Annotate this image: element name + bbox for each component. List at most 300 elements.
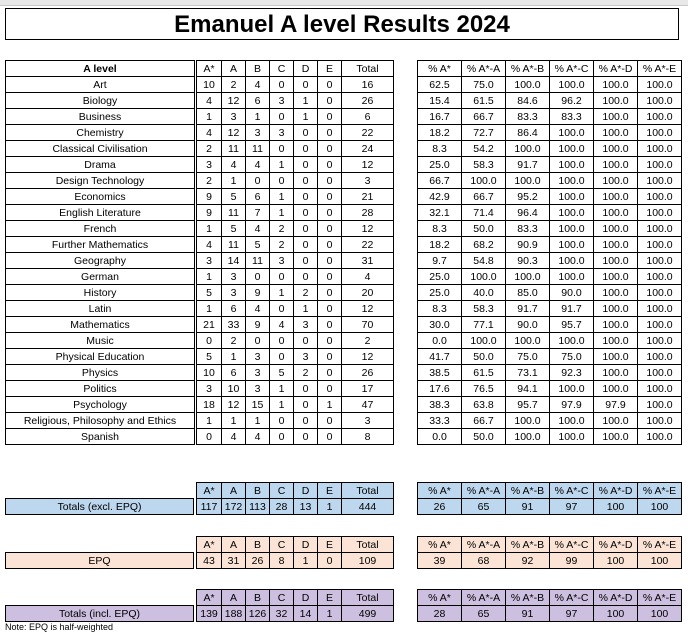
grade-count-cell[interactable]: 1 bbox=[197, 109, 222, 125]
grade-count-cell[interactable]: 0 bbox=[318, 301, 342, 317]
grade-count-cell[interactable]: 0 bbox=[294, 333, 318, 349]
percentage-cell[interactable]: 100.0 bbox=[594, 301, 638, 317]
pct-header-3[interactable]: % A*-C bbox=[550, 61, 594, 77]
subject-name-cell[interactable]: Further Mathematics bbox=[6, 237, 195, 253]
percentage-cell[interactable]: 0.0 bbox=[418, 333, 462, 349]
percentage-cell[interactable]: 75.0 bbox=[506, 349, 550, 365]
percentage-cell[interactable]: 30.0 bbox=[418, 317, 462, 333]
grade-count-cell[interactable]: 0 bbox=[270, 77, 294, 93]
summary-grade-header-0[interactable]: A* bbox=[197, 590, 222, 606]
grade-count-cell[interactable]: 18 bbox=[197, 397, 222, 413]
percentage-cell[interactable]: 92.3 bbox=[550, 365, 594, 381]
grade-count-cell[interactable]: 1 bbox=[294, 93, 318, 109]
summary-grade-header-2[interactable]: B bbox=[246, 537, 270, 553]
grade-count-cell[interactable]: 3 bbox=[294, 317, 318, 333]
grade-count-cell[interactable]: 3 bbox=[294, 349, 318, 365]
summary-label-cell[interactable]: Totals (excl. EPQ) bbox=[6, 499, 194, 515]
grade-count-cell[interactable]: 0 bbox=[197, 333, 222, 349]
grade-count-cell[interactable]: 26 bbox=[342, 93, 394, 109]
summary-label-cell[interactable]: Totals (incl. EPQ) bbox=[6, 606, 194, 622]
subject-name-cell[interactable]: German bbox=[6, 269, 195, 285]
grade-count-cell[interactable]: 1 bbox=[222, 413, 246, 429]
grade-count-cell[interactable]: 12 bbox=[222, 397, 246, 413]
percentage-cell[interactable]: 100.0 bbox=[550, 269, 594, 285]
percentage-cell[interactable]: 100.0 bbox=[638, 237, 682, 253]
grade-count-cell[interactable]: 24 bbox=[342, 141, 394, 157]
percentage-cell[interactable]: 100.0 bbox=[638, 285, 682, 301]
subjects-header[interactable]: A level bbox=[6, 61, 195, 77]
subject-name-cell[interactable]: Design Technology bbox=[6, 173, 195, 189]
grade-count-cell[interactable]: 0 bbox=[294, 141, 318, 157]
grade-count-cell[interactable]: 0 bbox=[318, 333, 342, 349]
percentage-cell[interactable]: 100.0 bbox=[506, 269, 550, 285]
grade-count-cell[interactable]: 2 bbox=[270, 221, 294, 237]
grade-header-6[interactable]: Total bbox=[342, 61, 394, 77]
subject-name-cell[interactable]: Spanish bbox=[6, 429, 195, 445]
percentage-cell[interactable]: 100.0 bbox=[638, 317, 682, 333]
subject-name-cell[interactable]: Music bbox=[6, 333, 195, 349]
grade-header-5[interactable]: E bbox=[318, 61, 342, 77]
grade-header-2[interactable]: B bbox=[246, 61, 270, 77]
percentage-cell[interactable]: 75.0 bbox=[550, 349, 594, 365]
grade-count-cell[interactable]: 1 bbox=[294, 301, 318, 317]
summary-grade-header-5[interactable]: E bbox=[318, 483, 342, 499]
percentage-cell[interactable]: 100.0 bbox=[550, 173, 594, 189]
percentage-cell[interactable]: 54.2 bbox=[462, 141, 506, 157]
grade-count-cell[interactable]: 21 bbox=[342, 189, 394, 205]
percentage-cell[interactable]: 100.0 bbox=[638, 301, 682, 317]
percentage-cell[interactable]: 62.5 bbox=[418, 77, 462, 93]
percentage-cell[interactable]: 100.0 bbox=[638, 109, 682, 125]
grade-count-cell[interactable]: 7 bbox=[246, 205, 270, 221]
percentage-cell[interactable]: 100.0 bbox=[594, 221, 638, 237]
percentage-cell[interactable]: 91.7 bbox=[550, 301, 594, 317]
summary-grade-header-3[interactable]: C bbox=[270, 483, 294, 499]
grade-count-cell[interactable]: 4 bbox=[246, 301, 270, 317]
summary-pct-header-3[interactable]: % A*-C bbox=[550, 483, 594, 499]
grade-count-cell[interactable]: 22 bbox=[342, 125, 394, 141]
summary-grade-cell[interactable]: 1 bbox=[318, 606, 342, 622]
grade-count-cell[interactable]: 5 bbox=[222, 189, 246, 205]
grade-count-cell[interactable]: 12 bbox=[222, 93, 246, 109]
summary-pct-cell[interactable]: 91 bbox=[506, 499, 550, 515]
grade-count-cell[interactable]: 0 bbox=[318, 285, 342, 301]
summary-pct-cell[interactable]: 100 bbox=[594, 553, 638, 569]
percentage-cell[interactable]: 61.5 bbox=[462, 365, 506, 381]
percentage-cell[interactable]: 41.7 bbox=[418, 349, 462, 365]
grade-count-cell[interactable]: 1 bbox=[294, 109, 318, 125]
summary-grade-header-2[interactable]: B bbox=[246, 590, 270, 606]
grade-count-cell[interactable]: 1 bbox=[270, 381, 294, 397]
grade-count-cell[interactable]: 0 bbox=[270, 349, 294, 365]
grade-count-cell[interactable]: 0 bbox=[294, 253, 318, 269]
summary-pct-cell[interactable]: 97 bbox=[550, 606, 594, 622]
grade-count-cell[interactable]: 2 bbox=[342, 333, 394, 349]
percentage-cell[interactable]: 100.0 bbox=[638, 397, 682, 413]
summary-grade-cell[interactable]: 1 bbox=[294, 553, 318, 569]
grade-count-cell[interactable]: 3 bbox=[246, 349, 270, 365]
percentage-cell[interactable]: 96.4 bbox=[506, 205, 550, 221]
percentage-cell[interactable]: 18.2 bbox=[418, 125, 462, 141]
summary-grade-cell[interactable]: 444 bbox=[342, 499, 394, 515]
summary-pct-cell[interactable]: 100 bbox=[638, 499, 682, 515]
percentage-cell[interactable]: 97.9 bbox=[594, 397, 638, 413]
grade-count-cell[interactable]: 1 bbox=[318, 397, 342, 413]
percentage-cell[interactable]: 83.3 bbox=[506, 109, 550, 125]
grade-count-cell[interactable]: 0 bbox=[318, 141, 342, 157]
grade-count-cell[interactable]: 10 bbox=[222, 381, 246, 397]
subject-name-cell[interactable]: Economics bbox=[6, 189, 195, 205]
percentage-cell[interactable]: 100.0 bbox=[594, 365, 638, 381]
grade-count-cell[interactable]: 5 bbox=[246, 237, 270, 253]
summary-pct-cell[interactable]: 100 bbox=[638, 553, 682, 569]
percentage-cell[interactable]: 100.0 bbox=[638, 413, 682, 429]
grade-count-cell[interactable]: 1 bbox=[270, 285, 294, 301]
summary-grade-cell[interactable]: 28 bbox=[270, 499, 294, 515]
summary-pct-header-5[interactable]: % A*-E bbox=[638, 590, 682, 606]
grade-count-cell[interactable]: 0 bbox=[270, 413, 294, 429]
subject-name-cell[interactable]: Geography bbox=[6, 253, 195, 269]
grade-count-cell[interactable]: 3 bbox=[222, 269, 246, 285]
subject-name-cell[interactable]: Psychology bbox=[6, 397, 195, 413]
percentage-cell[interactable]: 25.0 bbox=[418, 285, 462, 301]
grade-count-cell[interactable]: 11 bbox=[222, 141, 246, 157]
summary-grade-cell[interactable]: 26 bbox=[246, 553, 270, 569]
grade-count-cell[interactable]: 0 bbox=[318, 173, 342, 189]
summary-grade-header-5[interactable]: E bbox=[318, 537, 342, 553]
percentage-cell[interactable]: 100.0 bbox=[550, 333, 594, 349]
grade-count-cell[interactable]: 4 bbox=[270, 317, 294, 333]
summary-pct-header-1[interactable]: % A*-A bbox=[462, 483, 506, 499]
grade-count-cell[interactable]: 6 bbox=[222, 365, 246, 381]
grade-count-cell[interactable]: 11 bbox=[222, 237, 246, 253]
percentage-cell[interactable]: 100.0 bbox=[594, 141, 638, 157]
percentage-cell[interactable]: 77.1 bbox=[462, 317, 506, 333]
percentage-cell[interactable]: 100.0 bbox=[638, 365, 682, 381]
percentage-cell[interactable]: 100.0 bbox=[638, 157, 682, 173]
percentage-cell[interactable]: 18.2 bbox=[418, 237, 462, 253]
grade-count-cell[interactable]: 0 bbox=[246, 173, 270, 189]
percentage-cell[interactable]: 100.0 bbox=[462, 333, 506, 349]
subject-name-cell[interactable]: English Literature bbox=[6, 205, 195, 221]
grade-count-cell[interactable]: 6 bbox=[222, 301, 246, 317]
grade-count-cell[interactable]: 0 bbox=[318, 93, 342, 109]
summary-grade-cell[interactable]: 32 bbox=[270, 606, 294, 622]
grade-count-cell[interactable]: 14 bbox=[222, 253, 246, 269]
grade-count-cell[interactable]: 3 bbox=[197, 157, 222, 173]
summary-pct-cell[interactable]: 39 bbox=[418, 553, 462, 569]
pct-header-2[interactable]: % A*-B bbox=[506, 61, 550, 77]
summary-label-cell[interactable]: EPQ bbox=[6, 553, 194, 569]
grade-count-cell[interactable]: 2 bbox=[294, 285, 318, 301]
grade-count-cell[interactable]: 9 bbox=[197, 205, 222, 221]
percentage-cell[interactable]: 100.0 bbox=[506, 77, 550, 93]
grade-count-cell[interactable]: 0 bbox=[318, 429, 342, 445]
summary-pct-cell[interactable]: 65 bbox=[462, 499, 506, 515]
percentage-cell[interactable]: 75.0 bbox=[462, 77, 506, 93]
summary-pct-header-4[interactable]: % A*-D bbox=[594, 483, 638, 499]
grade-count-cell[interactable]: 0 bbox=[294, 189, 318, 205]
summary-grade-cell[interactable]: 139 bbox=[197, 606, 222, 622]
grade-count-cell[interactable]: 12 bbox=[342, 349, 394, 365]
grade-count-cell[interactable]: 6 bbox=[342, 109, 394, 125]
summary-grade-header-0[interactable]: A* bbox=[197, 483, 222, 499]
percentage-cell[interactable]: 100.0 bbox=[638, 125, 682, 141]
grade-count-cell[interactable]: 0 bbox=[270, 269, 294, 285]
grade-count-cell[interactable]: 0 bbox=[246, 333, 270, 349]
percentage-cell[interactable]: 100.0 bbox=[594, 109, 638, 125]
percentage-cell[interactable]: 95.2 bbox=[506, 189, 550, 205]
summary-pct-cell[interactable]: 28 bbox=[418, 606, 462, 622]
grade-count-cell[interactable]: 0 bbox=[294, 397, 318, 413]
summary-grade-header-3[interactable]: C bbox=[270, 537, 294, 553]
percentage-cell[interactable]: 100.0 bbox=[638, 381, 682, 397]
grade-count-cell[interactable]: 3 bbox=[270, 93, 294, 109]
percentage-cell[interactable]: 9.7 bbox=[418, 253, 462, 269]
percentage-cell[interactable]: 63.8 bbox=[462, 397, 506, 413]
percentage-cell[interactable]: 100.0 bbox=[550, 205, 594, 221]
percentage-cell[interactable]: 8.3 bbox=[418, 301, 462, 317]
grade-count-cell[interactable]: 12 bbox=[342, 157, 394, 173]
percentage-cell[interactable]: 76.5 bbox=[462, 381, 506, 397]
percentage-cell[interactable]: 100.0 bbox=[594, 413, 638, 429]
grade-count-cell[interactable]: 10 bbox=[197, 77, 222, 93]
grade-count-cell[interactable]: 0 bbox=[318, 317, 342, 333]
percentage-cell[interactable]: 100.0 bbox=[506, 413, 550, 429]
grade-count-cell[interactable]: 4 bbox=[246, 221, 270, 237]
summary-pct-header-0[interactable]: % A* bbox=[418, 590, 462, 606]
summary-grade-header-1[interactable]: A bbox=[222, 483, 246, 499]
grade-count-cell[interactable]: 0 bbox=[318, 157, 342, 173]
grade-header-0[interactable]: A* bbox=[197, 61, 222, 77]
percentage-cell[interactable]: 100.0 bbox=[550, 253, 594, 269]
percentage-cell[interactable]: 100.0 bbox=[638, 141, 682, 157]
grade-header-3[interactable]: C bbox=[270, 61, 294, 77]
summary-grade-header-2[interactable]: B bbox=[246, 483, 270, 499]
grade-count-cell[interactable]: 0 bbox=[318, 125, 342, 141]
percentage-cell[interactable]: 68.2 bbox=[462, 237, 506, 253]
grade-count-cell[interactable]: 1 bbox=[197, 413, 222, 429]
summary-grade-header-3[interactable]: C bbox=[270, 590, 294, 606]
grade-count-cell[interactable]: 9 bbox=[246, 285, 270, 301]
percentage-cell[interactable]: 100.0 bbox=[638, 221, 682, 237]
summary-pct-header-4[interactable]: % A*-D bbox=[594, 590, 638, 606]
grade-header-1[interactable]: A bbox=[222, 61, 246, 77]
summary-grade-cell[interactable]: 109 bbox=[342, 553, 394, 569]
grade-count-cell[interactable]: 0 bbox=[318, 77, 342, 93]
grade-count-cell[interactable]: 21 bbox=[197, 317, 222, 333]
percentage-cell[interactable]: 42.9 bbox=[418, 189, 462, 205]
summary-grade-header-5[interactable]: E bbox=[318, 590, 342, 606]
percentage-cell[interactable]: 16.7 bbox=[418, 109, 462, 125]
percentage-cell[interactable]: 100.0 bbox=[638, 205, 682, 221]
grade-count-cell[interactable]: 0 bbox=[270, 333, 294, 349]
percentage-cell[interactable]: 100.0 bbox=[594, 125, 638, 141]
percentage-cell[interactable]: 32.1 bbox=[418, 205, 462, 221]
grade-count-cell[interactable]: 0 bbox=[294, 237, 318, 253]
summary-pct-header-0[interactable]: % A* bbox=[418, 483, 462, 499]
summary-grade-cell[interactable]: 117 bbox=[197, 499, 222, 515]
grade-count-cell[interactable]: 11 bbox=[246, 141, 270, 157]
grade-count-cell[interactable]: 3 bbox=[197, 253, 222, 269]
summary-pct-header-2[interactable]: % A*-B bbox=[506, 483, 550, 499]
grade-count-cell[interactable]: 4 bbox=[222, 429, 246, 445]
grade-count-cell[interactable]: 0 bbox=[318, 237, 342, 253]
grade-count-cell[interactable]: 4 bbox=[246, 157, 270, 173]
grade-count-cell[interactable]: 4 bbox=[197, 125, 222, 141]
grade-count-cell[interactable]: 2 bbox=[222, 333, 246, 349]
percentage-cell[interactable]: 90.3 bbox=[506, 253, 550, 269]
summary-pct-header-3[interactable]: % A*-C bbox=[550, 590, 594, 606]
grade-count-cell[interactable]: 10 bbox=[197, 365, 222, 381]
grade-count-cell[interactable]: 0 bbox=[318, 221, 342, 237]
percentage-cell[interactable]: 85.0 bbox=[506, 285, 550, 301]
percentage-cell[interactable]: 100.0 bbox=[594, 173, 638, 189]
summary-grade-header-4[interactable]: D bbox=[294, 483, 318, 499]
percentage-cell[interactable]: 50.0 bbox=[462, 349, 506, 365]
grade-count-cell[interactable]: 22 bbox=[342, 237, 394, 253]
summary-grade-header-6[interactable]: Total bbox=[342, 537, 394, 553]
grade-count-cell[interactable]: 9 bbox=[197, 189, 222, 205]
grade-count-cell[interactable]: 0 bbox=[318, 205, 342, 221]
percentage-cell[interactable]: 100.0 bbox=[594, 205, 638, 221]
grade-count-cell[interactable]: 0 bbox=[294, 221, 318, 237]
subject-name-cell[interactable]: Biology bbox=[6, 93, 195, 109]
percentage-cell[interactable]: 66.7 bbox=[462, 109, 506, 125]
grade-count-cell[interactable]: 0 bbox=[294, 413, 318, 429]
grade-count-cell[interactable]: 1 bbox=[222, 173, 246, 189]
percentage-cell[interactable]: 91.7 bbox=[506, 301, 550, 317]
grade-count-cell[interactable]: 0 bbox=[270, 173, 294, 189]
grade-count-cell[interactable]: 15 bbox=[246, 397, 270, 413]
percentage-cell[interactable]: 94.1 bbox=[506, 381, 550, 397]
grade-count-cell[interactable]: 0 bbox=[270, 301, 294, 317]
grade-count-cell[interactable]: 28 bbox=[342, 205, 394, 221]
percentage-cell[interactable]: 25.0 bbox=[418, 269, 462, 285]
summary-pct-header-2[interactable]: % A*-B bbox=[506, 537, 550, 553]
grade-count-cell[interactable]: 8 bbox=[342, 429, 394, 445]
grade-count-cell[interactable]: 0 bbox=[294, 381, 318, 397]
percentage-cell[interactable]: 100.0 bbox=[550, 237, 594, 253]
grade-count-cell[interactable]: 70 bbox=[342, 317, 394, 333]
percentage-cell[interactable]: 100.0 bbox=[550, 381, 594, 397]
percentage-cell[interactable]: 38.5 bbox=[418, 365, 462, 381]
percentage-cell[interactable]: 33.3 bbox=[418, 413, 462, 429]
percentage-cell[interactable]: 100.0 bbox=[506, 173, 550, 189]
grade-count-cell[interactable]: 3 bbox=[246, 381, 270, 397]
summary-pct-cell[interactable]: 68 bbox=[462, 553, 506, 569]
percentage-cell[interactable]: 91.7 bbox=[506, 157, 550, 173]
grade-count-cell[interactable]: 4 bbox=[246, 429, 270, 445]
percentage-cell[interactable]: 25.0 bbox=[418, 157, 462, 173]
grade-count-cell[interactable]: 0 bbox=[318, 381, 342, 397]
subject-name-cell[interactable]: Mathematics bbox=[6, 317, 195, 333]
subject-name-cell[interactable]: French bbox=[6, 221, 195, 237]
percentage-cell[interactable]: 100.0 bbox=[550, 413, 594, 429]
percentage-cell[interactable]: 66.7 bbox=[462, 189, 506, 205]
percentage-cell[interactable]: 8.3 bbox=[418, 221, 462, 237]
grade-count-cell[interactable]: 0 bbox=[270, 141, 294, 157]
percentage-cell[interactable]: 73.1 bbox=[506, 365, 550, 381]
grade-count-cell[interactable]: 0 bbox=[294, 429, 318, 445]
grade-count-cell[interactable]: 0 bbox=[318, 253, 342, 269]
summary-pct-cell[interactable]: 91 bbox=[506, 606, 550, 622]
percentage-cell[interactable]: 100.0 bbox=[506, 141, 550, 157]
grade-count-cell[interactable]: 0 bbox=[294, 269, 318, 285]
percentage-cell[interactable]: 100.0 bbox=[594, 429, 638, 445]
summary-grade-cell[interactable]: 188 bbox=[222, 606, 246, 622]
summary-pct-cell[interactable]: 92 bbox=[506, 553, 550, 569]
grade-count-cell[interactable]: 3 bbox=[342, 413, 394, 429]
summary-pct-header-1[interactable]: % A*-A bbox=[462, 537, 506, 553]
grade-count-cell[interactable]: 1 bbox=[246, 413, 270, 429]
grade-count-cell[interactable]: 1 bbox=[197, 221, 222, 237]
summary-pct-header-3[interactable]: % A*-C bbox=[550, 537, 594, 553]
percentage-cell[interactable]: 95.7 bbox=[506, 397, 550, 413]
grade-count-cell[interactable]: 33 bbox=[222, 317, 246, 333]
percentage-cell[interactable]: 100.0 bbox=[638, 333, 682, 349]
grade-count-cell[interactable]: 11 bbox=[222, 205, 246, 221]
percentage-cell[interactable]: 50.0 bbox=[462, 429, 506, 445]
percentage-cell[interactable]: 58.3 bbox=[462, 301, 506, 317]
pct-header-0[interactable]: % A* bbox=[418, 61, 462, 77]
summary-grade-header-6[interactable]: Total bbox=[342, 483, 394, 499]
subject-name-cell[interactable]: Religious, Philosophy and Ethics bbox=[6, 413, 195, 429]
percentage-cell[interactable]: 100.0 bbox=[594, 333, 638, 349]
grade-count-cell[interactable]: 3 bbox=[197, 381, 222, 397]
percentage-cell[interactable]: 100.0 bbox=[550, 221, 594, 237]
percentage-cell[interactable]: 61.5 bbox=[462, 93, 506, 109]
percentage-cell[interactable]: 100.0 bbox=[594, 285, 638, 301]
percentage-cell[interactable]: 100.0 bbox=[506, 333, 550, 349]
grade-count-cell[interactable]: 20 bbox=[342, 285, 394, 301]
grade-count-cell[interactable]: 4 bbox=[197, 237, 222, 253]
percentage-cell[interactable]: 100.0 bbox=[550, 189, 594, 205]
percentage-cell[interactable]: 100.0 bbox=[638, 429, 682, 445]
percentage-cell[interactable]: 71.4 bbox=[462, 205, 506, 221]
grade-count-cell[interactable]: 1 bbox=[222, 349, 246, 365]
percentage-cell[interactable]: 83.3 bbox=[506, 221, 550, 237]
summary-grade-cell[interactable]: 113 bbox=[246, 499, 270, 515]
grade-count-cell[interactable]: 2 bbox=[197, 173, 222, 189]
percentage-cell[interactable]: 8.3 bbox=[418, 141, 462, 157]
percentage-cell[interactable]: 100.0 bbox=[638, 173, 682, 189]
summary-grade-header-4[interactable]: D bbox=[294, 590, 318, 606]
summary-pct-header-1[interactable]: % A*-A bbox=[462, 590, 506, 606]
pct-header-1[interactable]: % A*-A bbox=[462, 61, 506, 77]
percentage-cell[interactable]: 58.3 bbox=[462, 157, 506, 173]
summary-grade-cell[interactable]: 43 bbox=[197, 553, 222, 569]
grade-count-cell[interactable]: 0 bbox=[270, 429, 294, 445]
summary-pct-header-4[interactable]: % A*-D bbox=[594, 537, 638, 553]
percentage-cell[interactable]: 50.0 bbox=[462, 221, 506, 237]
percentage-cell[interactable]: 97.9 bbox=[550, 397, 594, 413]
grade-count-cell[interactable]: 0 bbox=[294, 173, 318, 189]
percentage-cell[interactable]: 66.7 bbox=[462, 413, 506, 429]
summary-grade-cell[interactable]: 14 bbox=[294, 606, 318, 622]
summary-grade-cell[interactable]: 126 bbox=[246, 606, 270, 622]
subject-name-cell[interactable]: Chemistry bbox=[6, 125, 195, 141]
grade-count-cell[interactable]: 3 bbox=[342, 173, 394, 189]
summary-grade-cell[interactable]: 13 bbox=[294, 499, 318, 515]
grade-count-cell[interactable]: 1 bbox=[270, 157, 294, 173]
grade-count-cell[interactable]: 26 bbox=[342, 365, 394, 381]
grade-count-cell[interactable]: 12 bbox=[222, 125, 246, 141]
summary-pct-header-5[interactable]: % A*-E bbox=[638, 537, 682, 553]
percentage-cell[interactable]: 100.0 bbox=[550, 141, 594, 157]
grade-count-cell[interactable]: 4 bbox=[342, 269, 394, 285]
percentage-cell[interactable]: 83.3 bbox=[550, 109, 594, 125]
